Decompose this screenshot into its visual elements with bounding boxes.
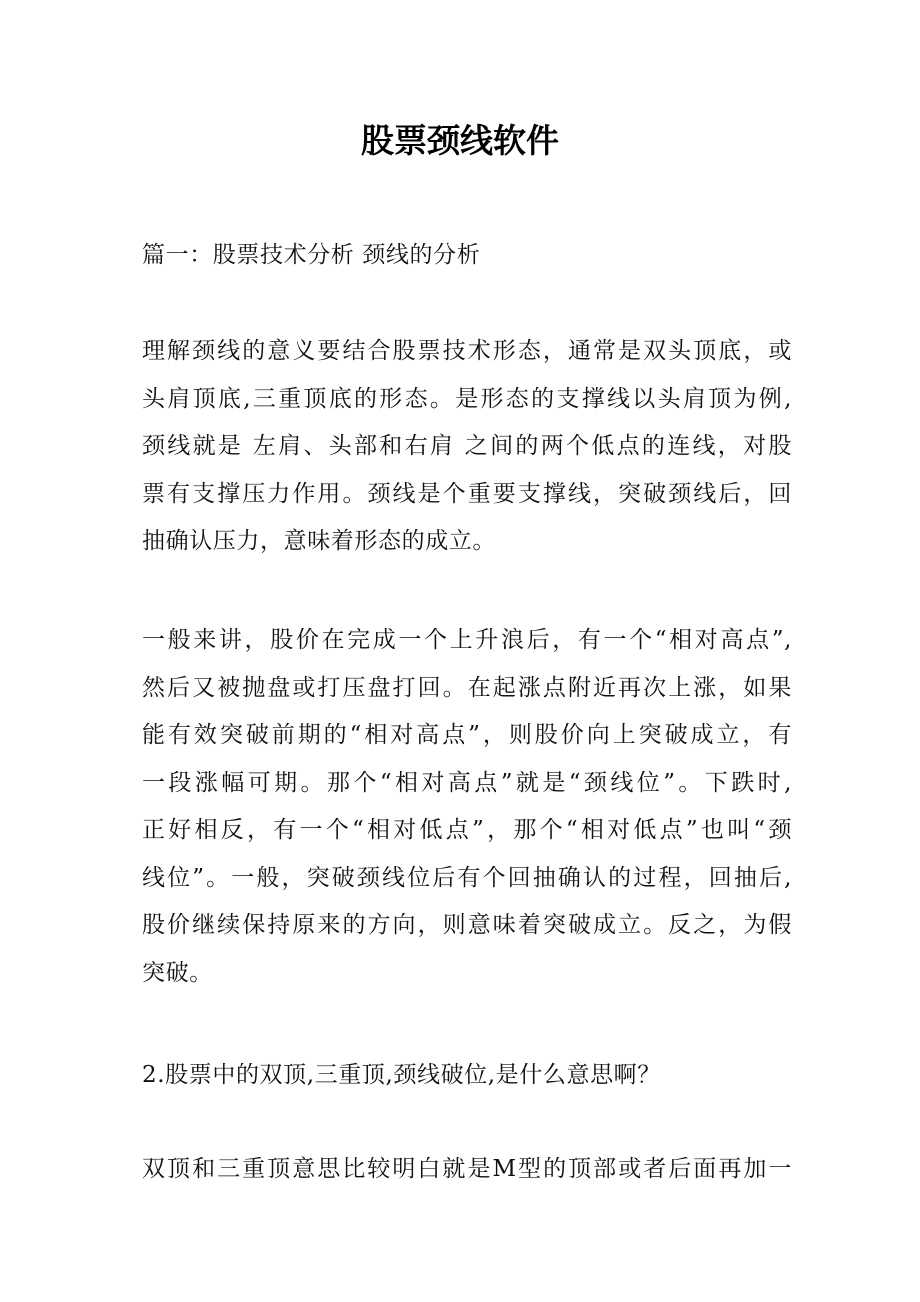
paragraph-line: 颈线就是 左肩、头部和右肩 之间的两个低点的连线，对股 [142,433,792,459]
paragraph-line: 能有效突破前期的“相对高点”，则股价向上突破成立，有 [142,722,792,748]
question-heading-text: 2.股票中的双顶,三重顶,颈线破位,是什么意思啊？ [142,1062,661,1088]
paragraph-neckline-meaning [142,328,792,566]
paragraph-line: 一般来讲，股价在完成一个上升浪后，有一个“相对高点”, [142,627,792,653]
paragraph-line: 正好相反，有一个“相对低点”，那个“相对低点”也叫“颈 [142,817,792,843]
document-title: 股票颈线软件 [361,121,559,160]
paragraph-line: 抽确认压力，意味着形态的成立。 [142,528,496,554]
paragraph-double-top [142,1146,792,1194]
paragraph-line: 双顶和三重顶意思比较明白就是M型的顶部或者后面再加一 [142,1156,792,1182]
paragraph-line: 理解颈线的意义要结合股票技术形态，通常是双头顶底，或 [142,338,792,364]
paragraph-line: 头肩顶底,三重顶底的形态。是形态的支撑线以头肩顶为例, [142,385,792,412]
paragraph-line: 突破。 [142,959,213,986]
paragraph-line: 然后又被抛盘或打压盘打回。在起涨点附近再次上涨，如果 [142,674,792,701]
section-heading-text: 篇一：股票技术分析 颈线的分析 [142,242,481,268]
question-heading [142,1052,792,1100]
paragraph-line: 票有支撑压力作用。颈线是个重要支撑线，突破颈线后，回 [142,480,792,507]
paragraph-line: 股价继续保持原来的方向，则意味着突破成立。反之，为假 [142,912,792,938]
section-heading [142,232,792,280]
paragraph-line: 一段涨幅可期。那个“相对高点”就是“颈线位”。下跌时, [142,769,792,796]
paragraph-neckline-position [142,617,792,997]
paragraph-line: 线位”。一般，突破颈线位后有个回抽确认的过程，回抽后, [142,864,792,891]
